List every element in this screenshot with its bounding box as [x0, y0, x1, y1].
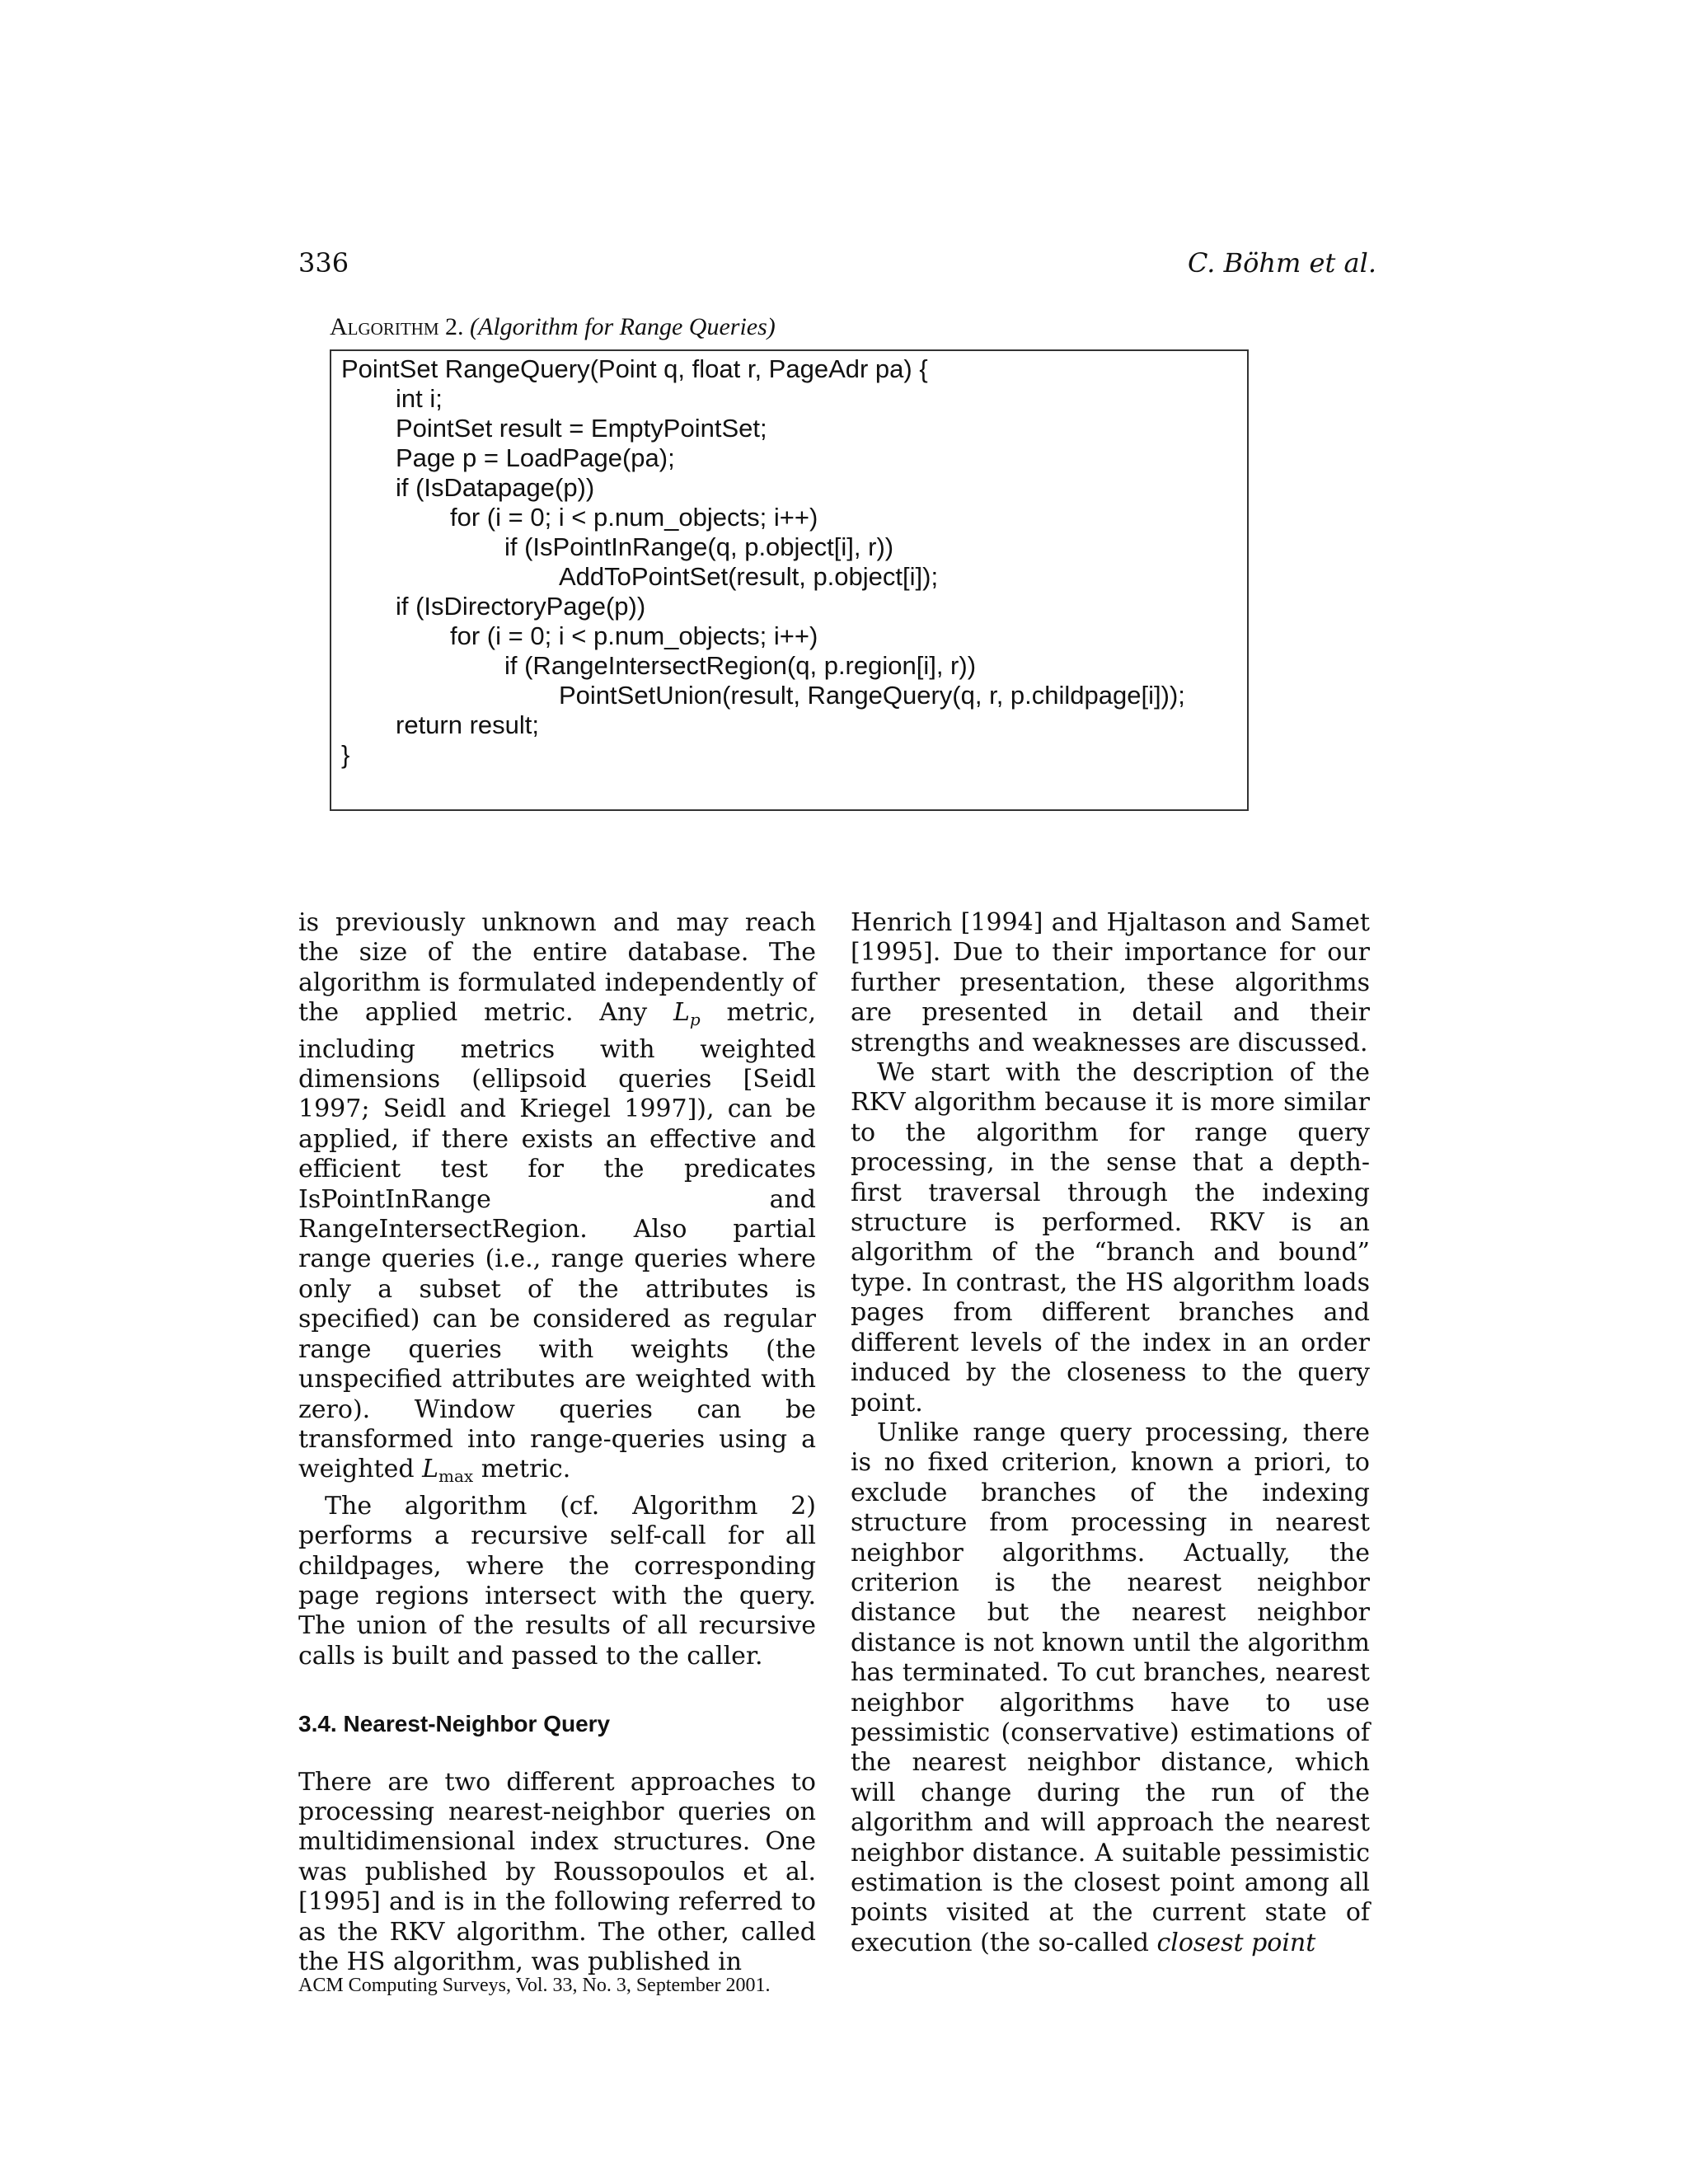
right-column [851, 908, 1370, 1958]
code-line: if (RangeIntersectRegion(q, p.region[i], r)) [504, 651, 977, 680]
code-line: AddToPointSet(result, p.object[i]); [559, 562, 939, 591]
algorithm-title: (Algorithm for Range Queries) [470, 313, 776, 340]
paragraph: Henrich [1994] and Hjaltason and Samet [1995]. Due to their importance for our further presentation, these algorithms are presented in detail and their strengths and weaknesses are discussed. [851, 908, 1370, 1057]
section-heading: 3.4. Nearest-Neighbor Query [298, 1711, 611, 1737]
algorithm-caption [330, 313, 776, 341]
emphasis: closest point [1156, 1928, 1316, 1957]
code-line: PointSet RangeQuery(Point q, float r, PageAdr pa) { [341, 354, 928, 383]
algorithm-box [330, 349, 1249, 811]
text: is previously unknown and may reach the size of the entire database. The algorithm is formulated independently of the applied metric. Any [298, 908, 816, 1028]
code-line: for (i = 0; i < p.num_objects; i++) [450, 621, 818, 650]
code-line: return result; [396, 710, 540, 739]
code-line: PointSetUnion(result, RangeQuery(q, r, p.childpage[i])); [559, 681, 1185, 710]
code-line: PointSet result = EmptyPointSet; [396, 414, 767, 443]
code-line: if (IsPointInRange(q, p.object[i], r)) [504, 532, 894, 561]
math-subscript: max [438, 1466, 474, 1487]
paragraph: There are two different approaches to processing nearest-neighbor queries on multidimensional index structures. One was published by Roussopoulos et al. [1995] and is in the following referred to as the RKV algorithm. The other, called the HS algorithm, was published in [298, 1767, 816, 1976]
code-line: } [341, 740, 350, 769]
text: metric. [473, 1455, 571, 1484]
paragraph [298, 908, 816, 1492]
paragraph: The algorithm (cf. Algorithm 2) performs a recursive self-call for all childpages, where the corresponding page regions intersect with the query. The union of the results of all recursive calls is built and passed to the caller. [298, 1491, 816, 1671]
running-head-authors: C. Böhm et al. [1187, 247, 1376, 279]
code-line: if (IsDatapage(p)) [396, 473, 595, 502]
page-number: 336 [298, 247, 349, 279]
left-column [298, 908, 816, 1977]
code-line: Page p = LoadPage(pa); [396, 443, 675, 472]
paragraph [851, 1418, 1370, 1958]
math-var: L [422, 1455, 439, 1484]
algorithm-label: Algorithm 2. [330, 313, 464, 340]
text: Unlike range query processing, there is no fixed criterion, known a priori, to exclude branches of the indexing structure from processing in nearest neighbor algorithms. Actually, the criterion is the nearest neighbor distance but the nearest neighbor distance is not known until the algorithm has terminated. To cut branches, nearest neighbor algorithms have to use pessimistic (conservative) estimations of the nearest neighbor distance, which will change during the run of the algorithm and will approach the nearest neighbor distance. A suitable pessimistic estimation is the closest point among all points visited at the current state of execution (the so-called [851, 1418, 1370, 1957]
code-line: for (i = 0; i < p.num_objects; i++) [450, 503, 818, 532]
code-line: if (IsDirectoryPage(p)) [396, 592, 646, 621]
math-var: L [673, 998, 690, 1028]
math-subscript: p [689, 1010, 701, 1030]
footer-citation: ACM Computing Surveys, Vol. 33, No. 3, September 2001. [298, 1975, 771, 1996]
text: metric, including metrics with weighted dimensions (ellipsoid queries [Seidl 1997; Seidl and Kriegel 1997]), can be applied, if there exists an effective and efficient test for the predicates IsPointInRange and RangeIntersectRegion. Also partial range queries (i.e., range queries where only a subset of the attributes is specified) can be considered as regular range queries with weights (the unspecified attributes are weighted with zero). Window queries can be transformed into range-queries using a weighted [298, 998, 816, 1484]
paragraph: We start with the description of the RKV algorithm because it is more similar to the algorithm for range query processing, in the sense that a depth-first traversal through the indexing structure is performed. RKV is an algorithm of the “branch and bound” type. In contrast, the HS algorithm loads pages from different branches and different levels of the index in an order induced by the closeness to the query point. [851, 1058, 1370, 1418]
code-line: int i; [396, 384, 443, 413]
